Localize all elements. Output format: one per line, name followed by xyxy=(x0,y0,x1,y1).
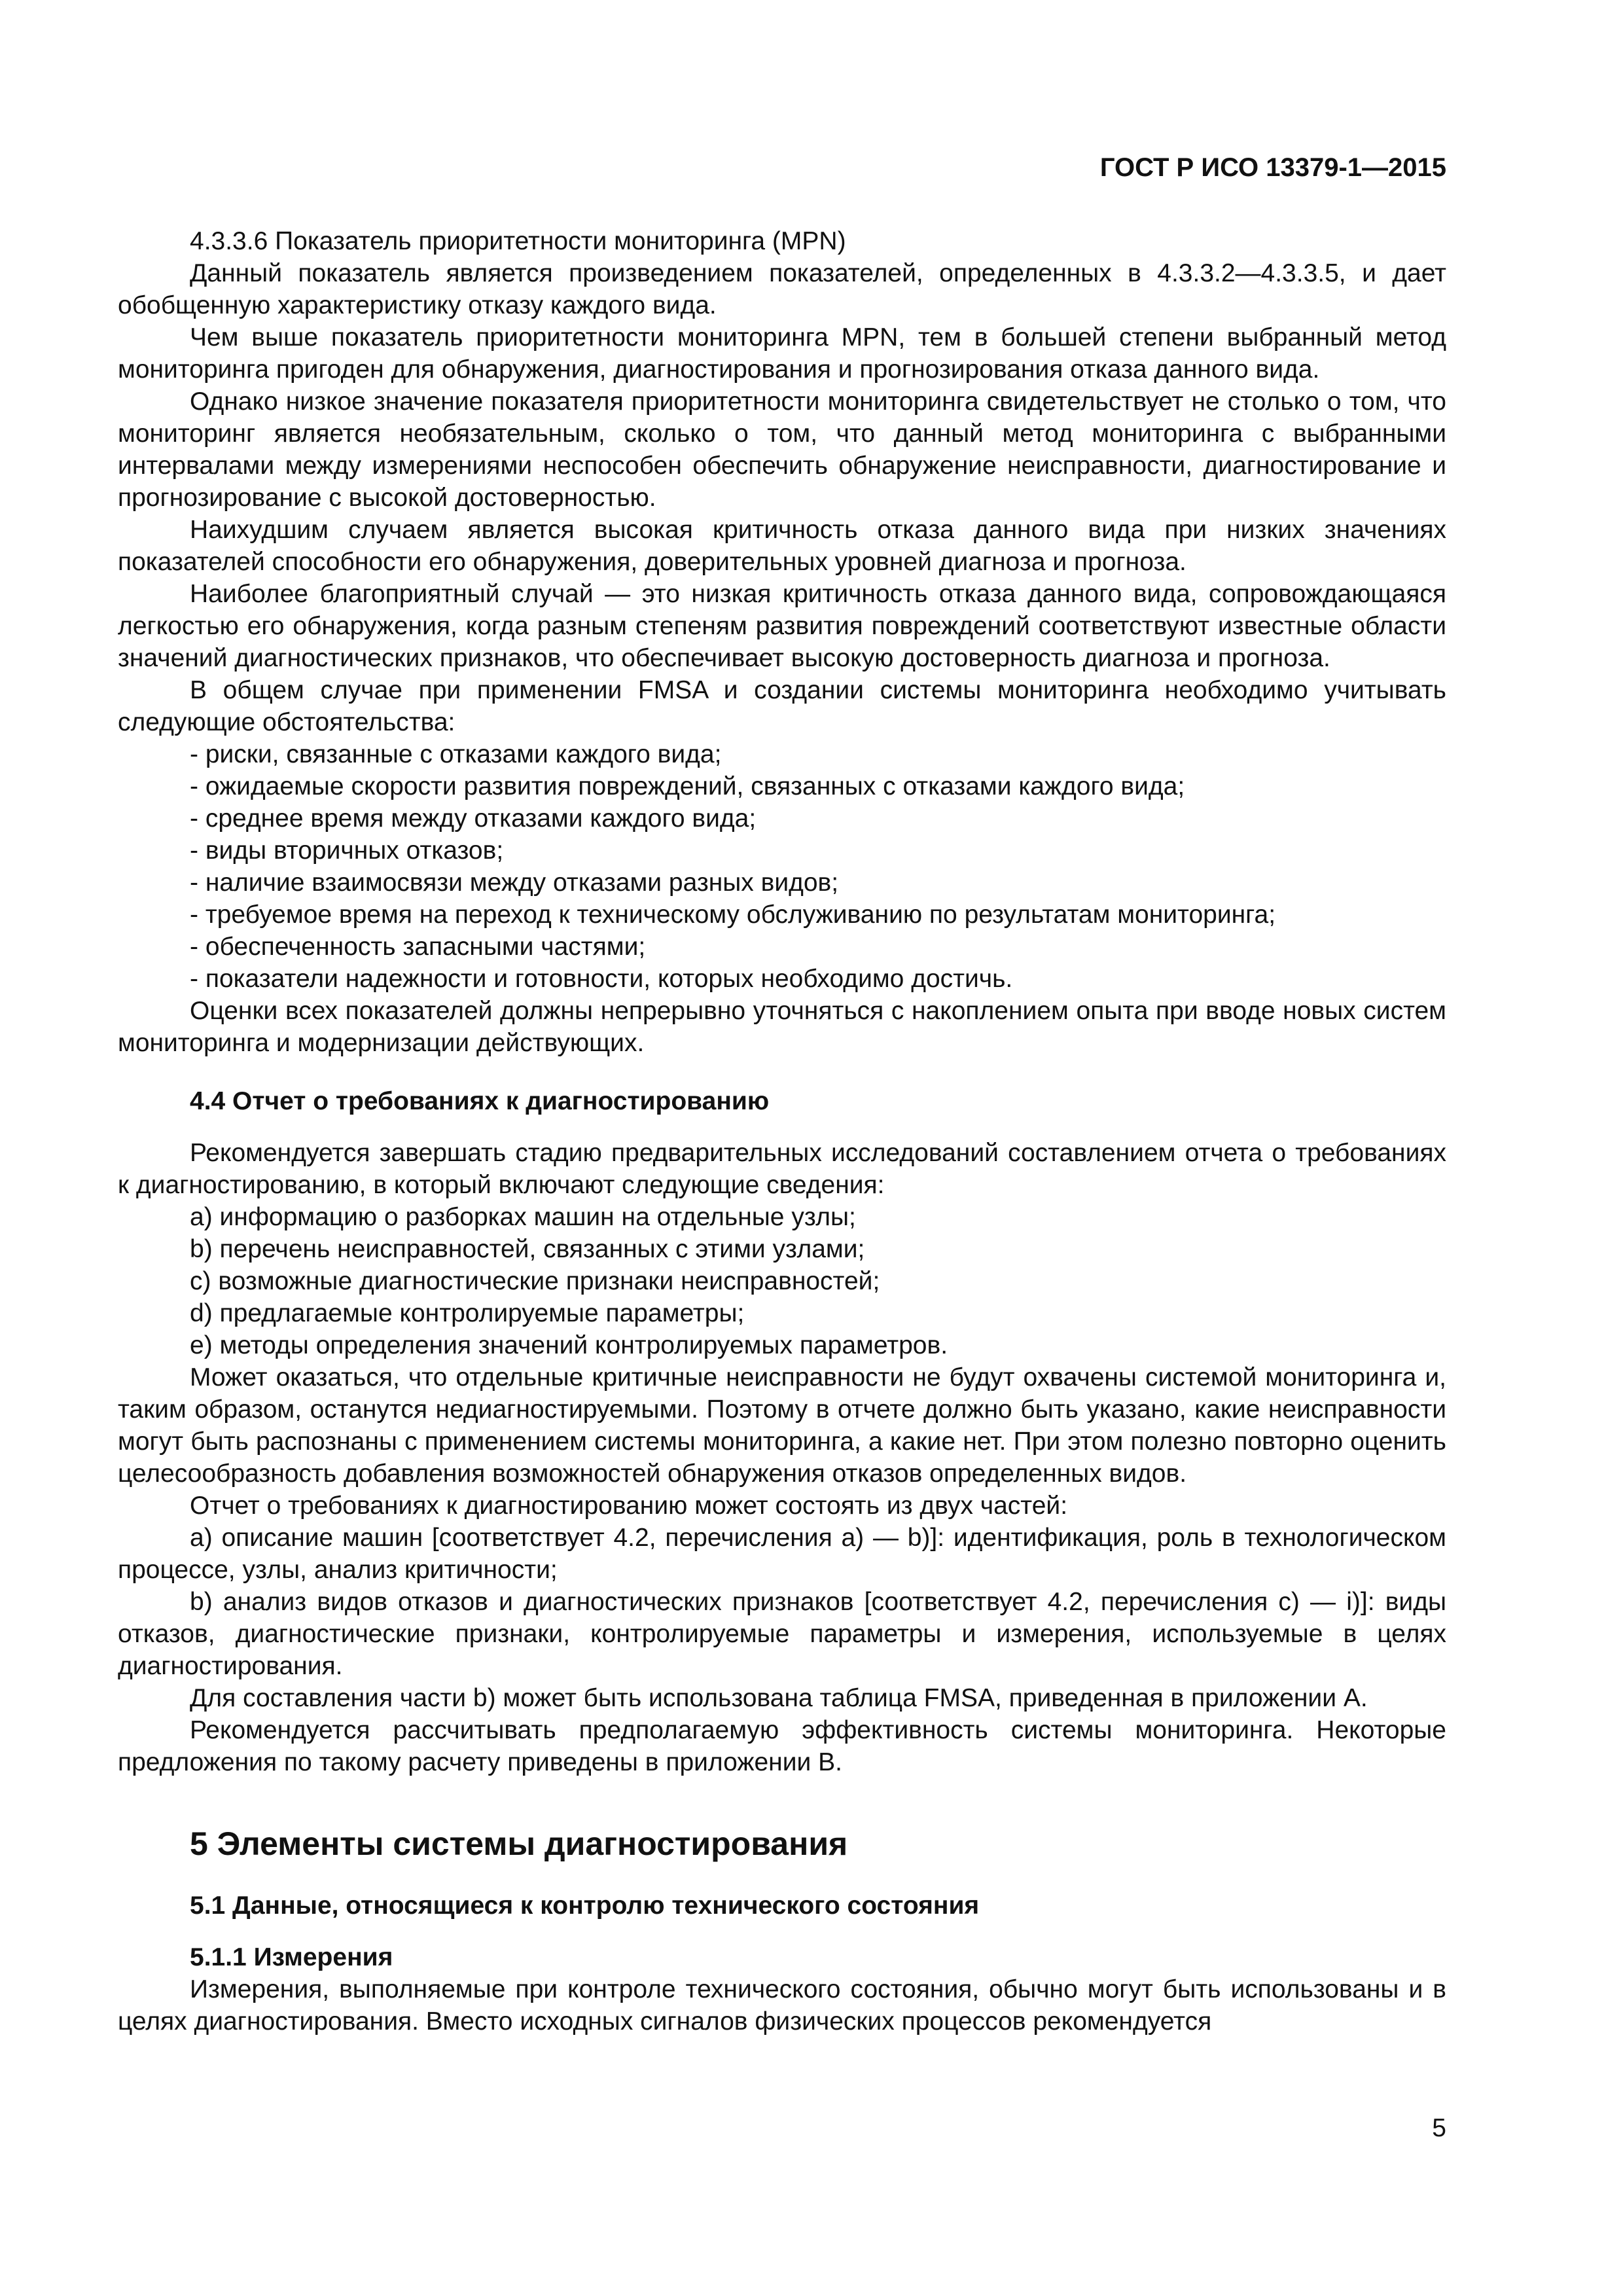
paragraph: b) анализ видов отказов и диагностических признаков [соответствует 4.2, перечисления c) — i)]: виды отказов, диагностические признаки, контролируемые параметры и измерения, используемые в целях диагностирования. xyxy=(118,1588,1446,1680)
section-4-4-heading: 4.4 Отчет о требованиях к диагностированию xyxy=(190,1087,770,1115)
section-5-1-heading: 5.1 Данные, относящиеся к контролю технического состояния xyxy=(190,1892,980,1920)
list-item: a) информацию о разборках машин на отдельные узлы; xyxy=(190,1203,856,1231)
paragraph: Отчет о требованиях к диагностированию может состоять из двух частей: xyxy=(190,1492,1068,1520)
page-number: 5 xyxy=(1432,2114,1446,2142)
paragraph: Для составления части b) может быть использована таблица FMSA, приведенная в приложении А. xyxy=(190,1684,1368,1712)
list-item: e) методы определения значений контролируемых параметров. xyxy=(190,1331,948,1359)
paragraph: Наиболее благоприятный случай — это низкая критичность отказа данного вида, сопровождающаяся легкостью его обнаружения, когда разным степеням развития повреждений соответствуют известные области значений диагностических признаков, что обеспечивает высокую достоверность диагноза и прогноза. xyxy=(118,580,1446,672)
section-5-heading: 5 Элементы системы диагностирования xyxy=(190,1825,848,1862)
list-item: - требуемое время на переход к техническому обслуживанию по результатам мониторинга; xyxy=(190,901,1276,929)
list-item: - риски, связанные с отказами каждого вида; xyxy=(190,740,722,768)
paragraph: Рекомендуется рассчитывать предполагаемую эффективность системы мониторинга. Некоторые предложения по такому расчету приведены в приложении B. xyxy=(118,1716,1446,1776)
paragraph: Данный показатель является произведением показателей, определенных в 4.3.3.2—4.3.3.5, и дает обобщенную характеристику отказу каждого вида. xyxy=(118,259,1446,319)
document-header: ГОСТ Р ИСО 13379-1—2015 xyxy=(1099,153,1446,182)
paragraph: Чем выше показатель приоритетности мониторинга MPN, тем в большей степени выбранный метод мониторинга пригоден для обнаружения, диагностирования и прогнозирования отказа данного вида. xyxy=(118,323,1446,384)
list-item: - показатели надежности и готовности, которых необходимо достичь. xyxy=(190,965,1013,993)
section-4-3-3-6-title: 4.3.3.6 Показатель приоритетности мониторинга (MPN) xyxy=(190,227,846,255)
paragraph: Наихудшим случаем является высокая критичность отказа данного вида при низких значениях показателей способности его обнаружения, доверительных уровней диагноза и прогноза. xyxy=(118,516,1446,576)
paragraph: a) описание машин [соответствует 4.2, перечисления a) — b)]: идентификация, роль в технологическом процессе, узлы, анализ критичности; xyxy=(118,1524,1446,1584)
list-item: - виды вторичных отказов; xyxy=(190,836,504,865)
paragraph: В общем случае при применении FMSA и создании системы мониторинга необходимо учитывать следующие обстоятельства: xyxy=(118,676,1446,736)
list-item: b) перечень неисправностей, связанных с этими узлами; xyxy=(190,1235,865,1263)
paragraph: Однако низкое значение показателя приоритетности мониторинга свидетельствует не столько о том, что мониторинг является необязательным, сколько о том, что данный метод мониторинга с выбранными интервалами между измерениями неспособен обеспечить обнаружение неисправности, диагностирование и прогнозирование с высокой достоверностью. xyxy=(118,387,1446,512)
list-item: - среднее время между отказами каждого вида; xyxy=(190,804,757,833)
section-5-1-1-heading: 5.1.1 Измерения xyxy=(190,1943,393,1971)
document-body xyxy=(118,225,1446,2037)
paragraph: Может оказаться, что отдельные критичные неисправности не будут охвачены системой мониторинга и, таким образом, останутся недиагностируемыми. Поэтому в отчете должно быть указано, какие неисправности могут быть распознаны с применением системы мониторинга, а какие нет. При этом полезно повторно оценить целесообразность добавления возможностей обнаружения отказов определенных видов. xyxy=(118,1363,1446,1488)
paragraph: Оценки всех показателей должны непрерывно уточняться с накоплением опыта при вводе новых систем мониторинга и модернизации действующих. xyxy=(118,997,1446,1057)
paragraph: Измерения, выполняемые при контроле технического состояния, обычно могут быть использованы и в целях диагностирования. Вместо исходных сигналов физических процессов рекомендуется xyxy=(118,1975,1446,2036)
list-item: - наличие взаимосвязи между отказами разных видов; xyxy=(190,869,839,897)
list-item: - обеспеченность запасными частями; xyxy=(190,933,646,961)
list-item: - ожидаемые скорости развития повреждений, связанных с отказами каждого вида; xyxy=(190,772,1185,800)
list-item: c) возможные диагностические признаки неисправностей; xyxy=(190,1267,880,1295)
paragraph: Рекомендуется завершать стадию предварительных исследований составлением отчета о требованиях к диагностированию, в который включают следующие сведения: xyxy=(118,1139,1446,1199)
list-item: d) предлагаемые контролируемые параметры; xyxy=(190,1299,745,1327)
